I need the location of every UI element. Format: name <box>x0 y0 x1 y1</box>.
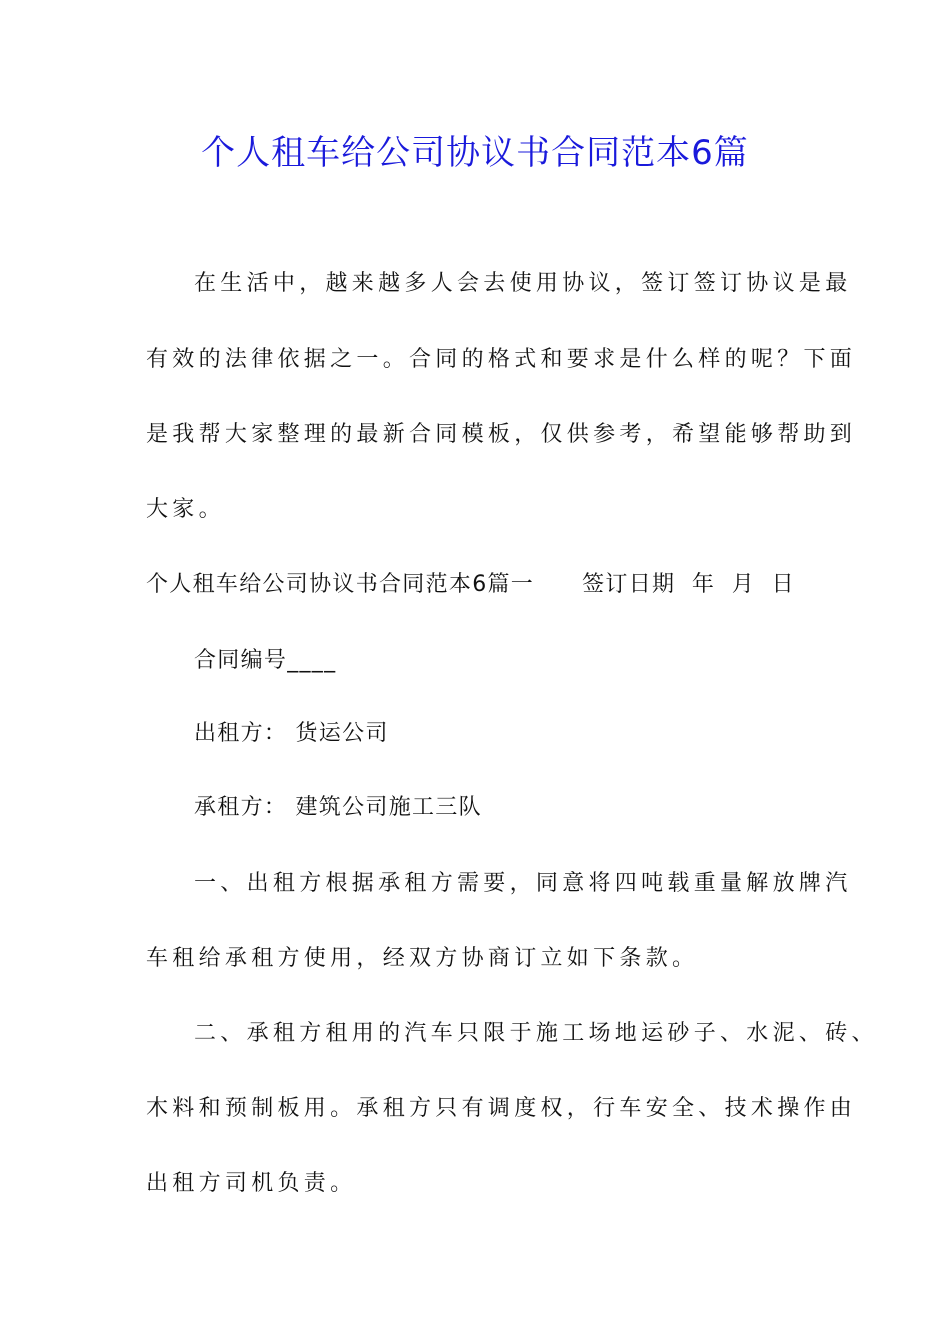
sign-date: 签订日期 年 月 日 <box>582 572 795 597</box>
clause-2-line-3: 出租方司机负责。 <box>146 1171 357 1196</box>
clause-1-line-2: 车租给承租方使用，经双方协商订立如下条款。 <box>146 946 699 971</box>
lessor-line: 出租方： 货运公司 <box>194 721 389 746</box>
document-title: 个人租车给公司协议书合同范本6篇 <box>201 133 749 173</box>
clause-1-line-1: 一、出租方根据承租方需要，同意将四吨载重量解放牌汽 <box>194 871 852 896</box>
clause-2-line-1: 二、承租方租用的汽车只限于施工场地运砂子、水泥、砖、 <box>194 1021 878 1046</box>
contract-number: 合同编号____ <box>194 648 337 673</box>
contract-heading: 个人租车给公司协议书合同范本6篇一 <box>146 572 535 597</box>
intro-line-3: 是我帮大家整理的最新合同模板，仅供参考，希望能够帮助到 <box>146 422 857 447</box>
lessee-line: 承租方： 建筑公司施工三队 <box>194 795 482 820</box>
intro-line-2: 有效的法律依据之一。合同的格式和要求是什么样的呢？下面 <box>146 347 857 372</box>
contract-heading-line <box>146 567 836 603</box>
intro-line-1: 在生活中，越来越多人会去使用协议，签订签订协议是最 <box>194 271 852 296</box>
clause-2-line-2: 木料和预制板用。承租方只有调度权，行车安全、技术操作由 <box>146 1096 857 1121</box>
intro-line-4: 大家。 <box>146 497 225 522</box>
